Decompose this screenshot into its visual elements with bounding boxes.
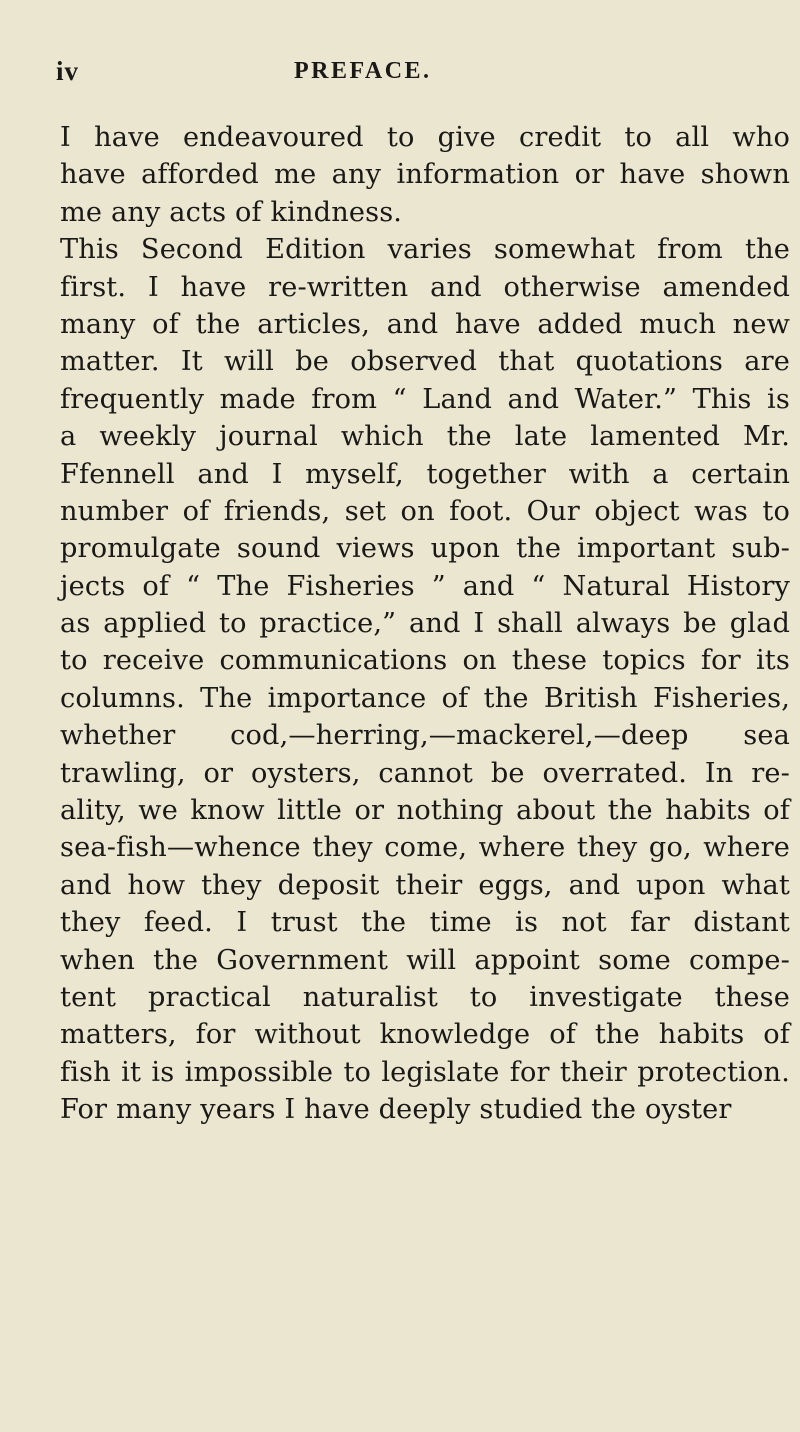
text-line: jects of “ The Fisheries ” and “ Natural History: [60, 570, 790, 602]
page-number: iv: [56, 56, 80, 86]
text-line: first. I have re-written and otherwise amended: [60, 271, 790, 303]
text-line: as applied to practice,” and I shall always be glad: [60, 608, 790, 640]
text-line: many of the articles, and have added much new: [60, 308, 790, 340]
text-line: trawling, or oysters, cannot be overrated. In re-: [60, 757, 790, 789]
text-line: tent practical naturalist to investigate these: [60, 981, 790, 1013]
text-line: Ffennell and I myself, together with a certain: [60, 458, 790, 490]
text-line: I have endeavoured to give credit to all who: [60, 122, 790, 153]
text-line: sea-fish—whence they come, where they go, where: [60, 832, 790, 864]
text-line: have afforded me any information or have shown: [60, 159, 790, 191]
text-line: matter. It will be observed that quotations are: [60, 346, 790, 378]
text-line: to receive communications on these topics for its: [60, 645, 790, 677]
text-line: matters, for without knowledge of the habits of: [60, 1019, 790, 1051]
text-line: fish it is impossible to legislate for their protection.: [60, 1056, 790, 1088]
text-line: and how they deposit their eggs, and upon what: [60, 869, 790, 901]
text-line: columns. The importance of the British Fisheries,: [60, 682, 790, 714]
text-line: a weekly journal which the late lamented Mr.: [60, 421, 790, 453]
page-header: [56, 56, 786, 92]
text-line: For many years I have deeply studied the oyster: [60, 1094, 732, 1126]
text-line: number of friends, set on foot. Our object was to: [60, 495, 790, 527]
body-text: [60, 119, 790, 1129]
text-line: they feed. I trust the time is not far distant: [60, 907, 790, 939]
text-line: promulgate sound views upon the important sub-: [60, 533, 790, 565]
text-line: me any acts of kindness.: [60, 196, 403, 228]
text-line: This Second Edition varies somewhat from the: [60, 234, 790, 266]
text-line: when the Government will appoint some compe-: [60, 944, 790, 976]
running-head: PREFACE.: [294, 58, 432, 84]
text-line: whether cod,—herring,—mackerel,—deep sea: [60, 720, 790, 752]
text-line: frequently made from “ Land and Water.” This is: [60, 383, 790, 415]
text-line: ality, we know little or nothing about the habits of: [60, 795, 790, 827]
